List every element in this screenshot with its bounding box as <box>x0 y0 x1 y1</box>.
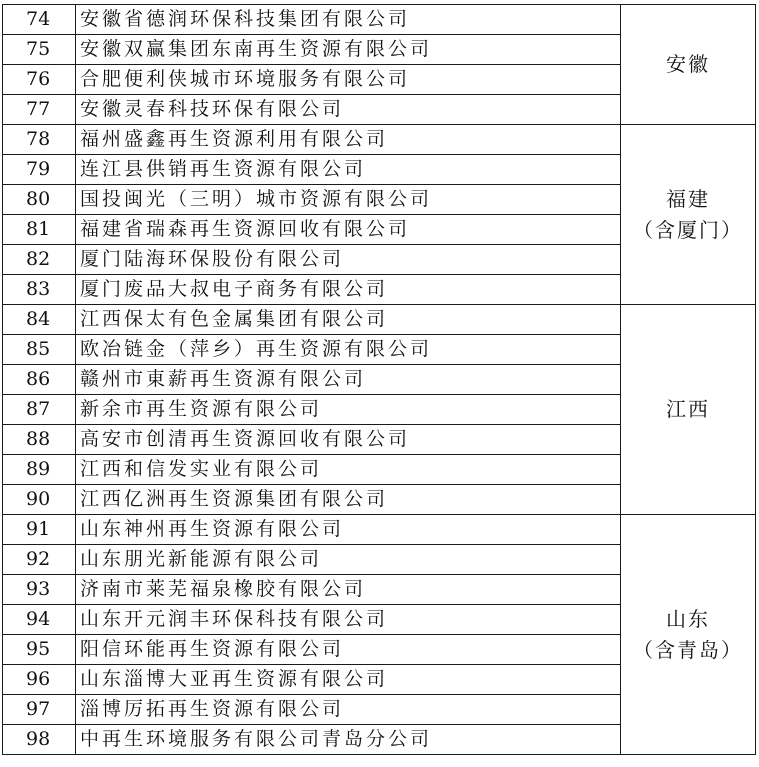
company-name: 江西亿洲再生资源集团有限公司 <box>76 485 621 515</box>
row-number: 85 <box>3 335 76 365</box>
company-name: 安徽省德润环保科技集团有限公司 <box>76 5 621 35</box>
row-number: 78 <box>3 125 76 155</box>
region-label: （含青岛） <box>633 637 743 662</box>
row-number: 98 <box>3 725 76 755</box>
company-table-body <box>3 5 756 755</box>
row-number: 97 <box>3 695 76 725</box>
row-number: 94 <box>3 605 76 635</box>
company-name: 合肥便利侠城市环境服务有限公司 <box>76 65 621 95</box>
company-name: 山东开元润丰环保科技有限公司 <box>76 605 621 635</box>
row-number: 81 <box>3 215 76 245</box>
row-number: 90 <box>3 485 76 515</box>
region-label: 山东 <box>666 606 710 631</box>
company-name: 国投闽光（三明）城市资源有限公司 <box>76 185 621 215</box>
company-name: 江西和信发实业有限公司 <box>76 455 621 485</box>
company-name: 江西保太有色金属集团有限公司 <box>76 305 621 335</box>
row-number: 89 <box>3 455 76 485</box>
company-name: 欧冶链金（萍乡）再生资源有限公司 <box>76 335 621 365</box>
table-row <box>3 305 756 335</box>
company-name: 福州盛鑫再生资源利用有限公司 <box>76 125 621 155</box>
company-name: 山东朋光新能源有限公司 <box>76 545 621 575</box>
company-name: 厦门陆海环保股份有限公司 <box>76 245 621 275</box>
region-label: 江西 <box>666 397 710 421</box>
row-number: 86 <box>3 365 76 395</box>
row-number: 82 <box>3 245 76 275</box>
company-name: 淄博厉拓再生资源有限公司 <box>76 695 621 725</box>
company-name: 高安市创清再生资源回收有限公司 <box>76 425 621 455</box>
row-number: 83 <box>3 275 76 305</box>
row-number: 95 <box>3 635 76 665</box>
row-number: 84 <box>3 305 76 335</box>
region-label: 福建 <box>666 186 710 211</box>
company-name: 新余市再生资源有限公司 <box>76 395 621 425</box>
company-name: 赣州市東薪再生资源有限公司 <box>76 365 621 395</box>
row-number: 91 <box>3 515 76 545</box>
table-row <box>3 5 756 35</box>
company-name: 连江县供销再生资源有限公司 <box>76 155 621 185</box>
table-row <box>3 515 756 545</box>
company-table <box>2 4 756 755</box>
company-name: 中再生环境服务有限公司青岛分公司 <box>76 725 621 755</box>
row-number: 93 <box>3 575 76 605</box>
region-cell <box>621 5 756 125</box>
row-number: 92 <box>3 545 76 575</box>
row-number: 80 <box>3 185 76 215</box>
row-number: 75 <box>3 35 76 65</box>
company-name: 安徽灵春科技环保有限公司 <box>76 95 621 125</box>
company-name: 阳信环能再生资源有限公司 <box>76 635 621 665</box>
row-number: 96 <box>3 665 76 695</box>
row-number: 87 <box>3 395 76 425</box>
company-name: 山东淄博大亚再生资源有限公司 <box>76 665 621 695</box>
company-name: 福建省瑞森再生资源回收有限公司 <box>76 215 621 245</box>
region-cell <box>621 305 756 515</box>
company-name: 山东神州再生资源有限公司 <box>76 515 621 545</box>
row-number: 76 <box>3 65 76 95</box>
region-label: 安徽 <box>666 52 710 76</box>
company-name: 厦门废品大叔电子商务有限公司 <box>76 275 621 305</box>
row-number: 79 <box>3 155 76 185</box>
table-row <box>3 125 756 155</box>
row-number: 74 <box>3 5 76 35</box>
region-cell <box>621 125 756 305</box>
row-number: 88 <box>3 425 76 455</box>
region-label: （含厦门） <box>633 217 743 242</box>
company-name: 济南市莱芜福泉橡胶有限公司 <box>76 575 621 605</box>
company-name: 安徽双赢集团东南再生资源有限公司 <box>76 35 621 65</box>
row-number: 77 <box>3 95 76 125</box>
region-cell <box>621 515 756 755</box>
